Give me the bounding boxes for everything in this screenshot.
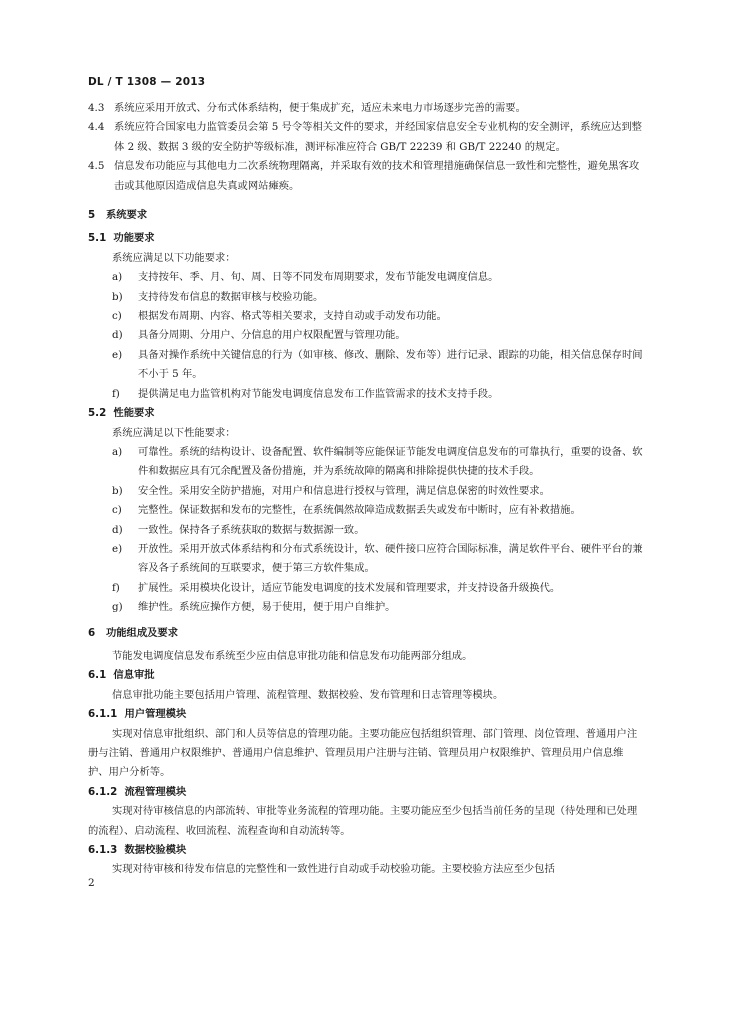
section-5-1-intro: 系统应满足以下功能要求： [112, 251, 236, 264]
item-text: 具备分周期、分用户、分信息的用户权限配置与管理功能。 [138, 329, 406, 342]
section-6-1-1-heading [88, 705, 644, 724]
section-6-1-3-text: 实现对待审核和待发布信息的完整性和一致性进行自动或手动校验功能。主要校验方法应至少包括 [112, 863, 555, 876]
clause-text: 系统应符合国家电力监管委员会第 5 号令等相关文件的要求，并经国家信息安全专业机构的安全测评，系统应达到整体 2 级、数据 3 级的安全防护等级标准，测评标准应符合 GB/T 22239 和 GB/T 22240 的规定。 [114, 121, 642, 153]
item-label: f) [112, 387, 120, 400]
clause-number: 4.3 [88, 102, 105, 114]
item-text: 具备对操作系统中关键信息的行为（如审核、修改、删除、发布等）进行记录、跟踪的功能，相关信息保存时间不小于 5 年。 [138, 348, 643, 381]
list-item [88, 579, 644, 598]
item-label: f) [112, 581, 120, 594]
item-text: 支持待发布信息的数据审核与校验功能。 [138, 290, 324, 303]
section-title: 功能组成及要求 [105, 626, 179, 639]
clause-4-4 [88, 118, 644, 157]
list-item [88, 598, 644, 617]
section-6-1-2-text: 实现对待审核信息的内部流转、审批等业务流程的管理功能。主要功能应至少包括当前任务的呈现（待处理和已处理的流程）、启动流程、收回流程、流程查询和自动流转等。 [88, 805, 638, 837]
section-title: 流程管理模块 [124, 785, 187, 798]
section-number: 5.2 [88, 407, 107, 420]
section-5-2-heading [88, 404, 644, 423]
clause-4-3 [88, 99, 644, 118]
section-number: 6.1.1 [88, 708, 118, 721]
list-item [88, 307, 644, 326]
list-item [88, 501, 644, 520]
item-label: e) [112, 542, 123, 555]
section-6-1-1-text: 实现对信息审批组织、部门和人员等信息的管理功能。主要功能应包括组织管理、部门管理、岗位管理、普通用户注册与注销、普通用户权限维护、普通用户信息维护、管理员用户注册与注销、管理员用户权限维护、管理员用户信息维护、用户分析等。 [88, 727, 638, 779]
item-text: 一致性。保持各子系统获取的数据与数据源一致。 [138, 523, 365, 536]
section-title: 性能要求 [113, 407, 155, 420]
section-title: 用户管理模块 [124, 708, 187, 721]
section-6-intro: 节能发电调度信息发布系统至少应由信息审批功能和信息发布功能两部分组成。 [112, 649, 473, 662]
item-text: 维护性。系统应操作方便，易于使用，便于用户自维护。 [138, 601, 396, 614]
section-6-1-heading [88, 666, 644, 685]
item-text: 完整性。保证数据和发布的完整性，在系统偶然故障造成数据丢失或发布中断时，应有补救措施。 [138, 504, 581, 517]
list-item [88, 385, 644, 404]
clause-4-5 [88, 157, 644, 196]
section-title: 信息审批 [113, 669, 155, 682]
item-label: b) [112, 290, 123, 303]
item-label: c) [112, 310, 122, 323]
clause-text: 信息发布功能应与其他电力二次系统物理隔离，并采取有效的技术和管理措施确保信息一致性和完整性，避免黑客攻击或其他原因造成信息失真或网站瘫痪。 [114, 160, 640, 192]
item-label: d) [112, 329, 123, 342]
section-number: 5.1 [88, 232, 107, 245]
section-title: 数据校验模块 [124, 844, 187, 857]
item-text: 开放性。采用开放式体系结构和分布式系统设计，软、硬件接口应符合国际标准，满足软件平台、硬件平台的兼容及各子系统间的互联要求，便于第三方软件集成。 [138, 542, 643, 575]
section-6-1-3-heading [88, 841, 644, 860]
item-text: 支持按年、季、月、旬、周、日等不同发布周期要求，发布节能发电调度信息。 [138, 271, 499, 284]
section-5-heading [88, 206, 644, 225]
item-label: e) [112, 348, 123, 361]
item-label: a) [112, 271, 123, 284]
item-text: 根据发布周期、内容、格式等相关要求，支持自动或手动发布功能。 [138, 310, 447, 323]
section-number: 5 [88, 209, 96, 222]
document-body [88, 99, 644, 880]
item-label: a) [112, 445, 123, 458]
section-6-1-2-heading [88, 783, 644, 802]
item-text: 提供满足电力监管机构对节能发电调度信息发布工作监管需求的技术支持手段。 [138, 387, 499, 400]
section-title: 功能要求 [113, 232, 155, 245]
section-number: 6 [88, 626, 96, 639]
section-number: 6.1.3 [88, 844, 118, 857]
section-5-2-intro: 系统应满足以下性能要求： [112, 426, 236, 439]
standard-code-header: DL / T 1308 — 2013 [88, 76, 206, 88]
section-6-heading [88, 624, 644, 643]
section-number: 6.1.2 [88, 785, 118, 798]
list-item [88, 443, 644, 482]
item-text: 安全性。采用安全防护措施，对用户和信息进行授权与管理，满足信息保密的时效性要求。 [138, 484, 550, 497]
section-number: 6.1 [88, 669, 107, 682]
item-text: 可靠性。系统的结构设计、设备配置、软件编制等应能保证节能发电调度信息发布的可靠执行，重要的设备、软件和数据应具有冗余配置及备份措施，并为系统故障的隔离和排除提供快捷的技术手段。 [138, 445, 643, 478]
item-label: c) [112, 504, 122, 517]
section-6-1-text: 信息审批功能主要包括用户管理、流程管理、数据校验、发布管理和日志管理等模块。 [112, 688, 504, 701]
item-label: g) [112, 601, 123, 614]
list-item [88, 540, 644, 579]
list-item [88, 288, 644, 307]
section-title: 系统要求 [105, 209, 148, 222]
clause-number: 4.4 [88, 121, 105, 134]
item-label: d) [112, 523, 123, 536]
page-number: 2 [88, 877, 95, 889]
list-item [88, 326, 644, 345]
list-item [88, 346, 644, 385]
section-5-1-heading [88, 229, 644, 248]
list-item [88, 268, 644, 287]
clause-text: 系统应采用开放式、分布式体系结构，便于集成扩充，适应未来电力市场逐步完善的需要。 [114, 102, 526, 114]
item-label: b) [112, 484, 123, 497]
clause-number: 4.5 [88, 160, 105, 173]
list-item [88, 482, 644, 501]
list-item [88, 521, 644, 540]
item-text: 扩展性。采用模块化设计，适应节能发电调度的技术发展和管理要求，并支持设备升级换代。 [138, 581, 561, 594]
